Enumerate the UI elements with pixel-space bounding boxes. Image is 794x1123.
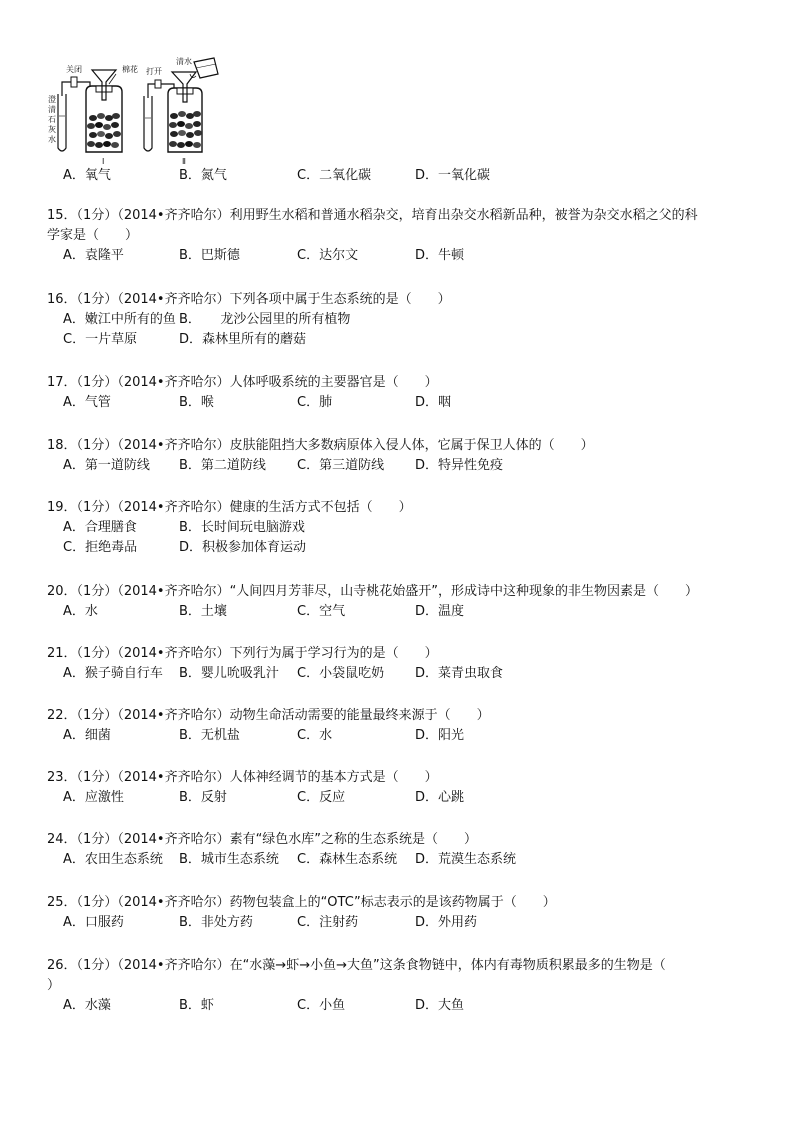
apparatus-diagram: [46, 56, 222, 168]
answer-option[interactable]: A．嫩江中所有的鱼: [63, 312, 176, 327]
option-row: [63, 247, 663, 265]
option-row: [63, 665, 663, 683]
answer-option[interactable]: B． 龙沙公园里的所有植物: [179, 312, 351, 327]
option-row: [63, 789, 663, 807]
funnel-one: [92, 70, 116, 100]
answer-option[interactable]: A．水: [63, 604, 98, 619]
figure-label-limewater-3: 石: [48, 115, 56, 124]
answer-option[interactable]: A．第一道防线: [63, 458, 150, 473]
question-stem-line: 22．（1分）（2014•齐齐哈尔）动物生命活动需要的能量最终来源于（ ）: [47, 708, 490, 723]
answer-option[interactable]: C．反应: [297, 790, 346, 805]
answer-option[interactable]: C．森林生态系统: [297, 852, 398, 867]
answer-option[interactable]: D．森林里所有的蘑菇: [179, 332, 307, 347]
question-stem-line: ）: [47, 978, 61, 993]
question-stem-line: 15．（1分）（2014•齐齐哈尔）利用野生水稻和普通水稻杂交，培育出杂交水稻新品种，被誉为杂交水稻之父的科: [47, 208, 698, 223]
clamp-open: [155, 80, 161, 88]
answer-option[interactable]: A．气管: [63, 395, 111, 410]
figure-label-close: 关闭: [66, 65, 82, 74]
question-stem-line: 学家是（ ）: [47, 228, 139, 243]
answer-option[interactable]: A．合理膳食: [63, 520, 137, 535]
answer-option[interactable]: B．巴斯德: [179, 248, 240, 263]
answer-option[interactable]: A．氧气: [63, 168, 111, 183]
answer-option[interactable]: C．达尔文: [297, 248, 359, 263]
option-row: [63, 457, 663, 475]
option-row: [63, 331, 663, 349]
answer-option[interactable]: C．注射药: [297, 915, 359, 930]
answer-option[interactable]: D．菜青虫取食: [415, 666, 504, 681]
question-stem-line: 16．（1分）（2014•齐齐哈尔）下列各项中属于生态系统的是（ ）: [47, 292, 451, 307]
figure-label-open: 打开: [146, 67, 162, 76]
question-stem-line: 20．（1分）（2014•齐齐哈尔）“人间四月芳菲尽，山寺桃花始盛开”，形成诗中这种现象的非生物因素是（ ）: [47, 584, 699, 599]
answer-option[interactable]: B．非处方药: [179, 915, 253, 930]
answer-option[interactable]: C．空气: [297, 604, 346, 619]
option-row: [63, 603, 663, 621]
answer-option[interactable]: A．农田生态系统: [63, 852, 163, 867]
option-row: [63, 394, 663, 412]
answer-option[interactable]: D．积极参加体育运动: [179, 540, 307, 555]
funnel-two: [172, 72, 196, 102]
question-stem-line: 18．（1分）（2014•齐齐哈尔）皮肤能阻挡大多数病原体入侵人体，它属于保卫人体的（ ）: [47, 438, 594, 453]
answer-option[interactable]: B．反射: [179, 790, 227, 805]
answer-option[interactable]: D．心跳: [415, 790, 465, 805]
option-row: [63, 851, 663, 869]
option-row: [63, 914, 663, 932]
option-row: [63, 727, 663, 745]
answer-option[interactable]: B．氮气: [179, 168, 227, 183]
option-row: [63, 519, 663, 537]
answer-option[interactable]: B．无机盐: [179, 728, 240, 743]
answer-option[interactable]: B．婴儿吮吸乳汁: [179, 666, 279, 681]
answer-option[interactable]: A．应激性: [63, 790, 124, 805]
answer-option[interactable]: C．水: [297, 728, 333, 743]
answer-option[interactable]: D．一氧化碳: [415, 168, 491, 183]
answer-option[interactable]: D．阳光: [415, 728, 465, 743]
figure-label-limewater-5: 水: [48, 135, 56, 144]
question-stem-line: 23．（1分）（2014•齐齐哈尔）人体神经调节的基本方式是（ ）: [47, 770, 438, 785]
clamp-closed: [71, 77, 77, 87]
answer-option[interactable]: D．牛顿: [415, 248, 465, 263]
figure-label-water: 清水: [176, 57, 192, 66]
answer-option[interactable]: C．第三道防线: [297, 458, 385, 473]
answer-option[interactable]: C．一片草原: [63, 332, 138, 347]
answer-option[interactable]: A．水藻: [63, 998, 111, 1013]
answer-option[interactable]: B．虾: [179, 998, 214, 1013]
answer-option[interactable]: D．荒漠生态系统: [415, 852, 517, 867]
test-tube-left: [58, 94, 66, 151]
option-row: [63, 311, 663, 329]
answer-option[interactable]: B．土壤: [179, 604, 227, 619]
test-tube-right: [144, 96, 152, 151]
question-stem-line: 21．（1分）（2014•齐齐哈尔）下列行为属于学习行为的是（ ）: [47, 646, 438, 661]
answer-option[interactable]: C．小袋鼠吃奶: [297, 666, 385, 681]
answer-option[interactable]: A．袁隆平: [63, 248, 124, 263]
figure-label-jar-one: Ⅰ: [102, 157, 105, 166]
question-stem-line: 19．（1分）（2014•齐齐哈尔）健康的生活方式不包括（ ）: [47, 500, 412, 515]
question-stem-line: 24．（1分）（2014•齐齐哈尔）素有“绿色水库”之称的生态系统是（ ）: [47, 832, 478, 847]
option-row: [63, 167, 663, 185]
option-row: [63, 539, 663, 557]
answer-option[interactable]: D．咽: [415, 395, 452, 410]
answer-option[interactable]: A．口服药: [63, 915, 124, 930]
figure-label-limewater-1: 澄: [48, 95, 56, 104]
figure-label-cotton: 棉花: [122, 65, 138, 74]
answer-option[interactable]: D．特异性免疫: [415, 458, 504, 473]
figure-label-limewater-4: 灰: [48, 125, 56, 134]
answer-option[interactable]: D．大鱼: [415, 998, 465, 1013]
answer-option[interactable]: A．细菌: [63, 728, 111, 743]
answer-option[interactable]: A．猴子骑自行车: [63, 666, 163, 681]
answer-option[interactable]: D．温度: [415, 604, 465, 619]
question-stem-line: 17．（1分）（2014•齐齐哈尔）人体呼吸系统的主要器官是（ ）: [47, 375, 438, 390]
answer-option[interactable]: C．肺: [297, 395, 333, 410]
answer-option[interactable]: C．二氧化碳: [297, 168, 372, 183]
option-row: [63, 997, 663, 1015]
answer-option[interactable]: C．拒绝毒品: [63, 540, 138, 555]
question-stem-line: 25．（1分）（2014•齐齐哈尔）药物包装盒上的“OTC”标志表示的是该药物属于（ ）: [47, 895, 556, 910]
figure-label-limewater-2: 清: [48, 105, 56, 114]
seeds-jar-two: [169, 111, 202, 148]
apparatus-figure: [46, 56, 222, 168]
answer-option[interactable]: C．小鱼: [297, 998, 346, 1013]
answer-option[interactable]: D．外用药: [415, 915, 478, 930]
answer-option[interactable]: B．喉: [179, 395, 214, 410]
answer-option[interactable]: B．长时间玩电脑游戏: [179, 520, 305, 535]
answer-option[interactable]: B．城市生态系统: [179, 852, 279, 867]
answer-option[interactable]: B．第二道防线: [179, 458, 266, 473]
seeds-jar-one: [87, 113, 121, 148]
figure-label-jar-two: Ⅱ: [182, 157, 186, 166]
question-stem-line: 26．（1分）（2014•齐齐哈尔）在“水藻→虾→小鱼→大鱼”这条食物链中，体内有毒物质积累最多的生物是（: [47, 958, 666, 973]
water-beaker: [194, 58, 218, 78]
